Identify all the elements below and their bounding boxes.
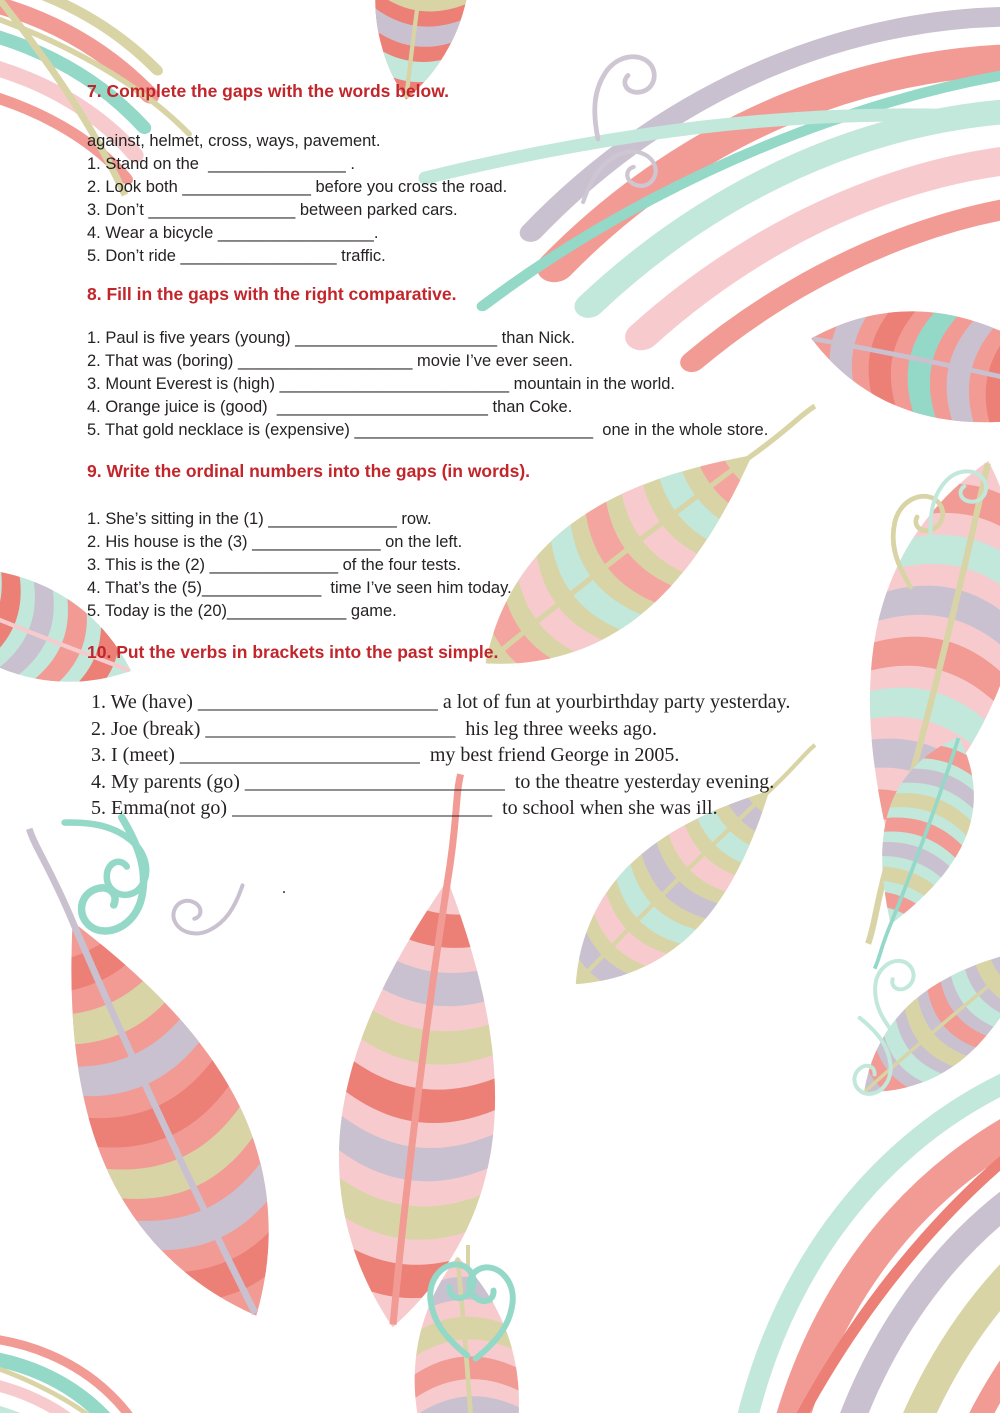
exercise-section-7 [87, 80, 982, 268]
fill-gap-item[interactable]: 3. Don’t ________________ between parked cars. [87, 201, 458, 219]
fill-gap-item[interactable]: 1. Paul is five years (young) ______________________ than Nick. [87, 329, 576, 347]
section-7-heading: 7. Complete the gaps with the words below. [87, 81, 450, 101]
exercise-section-8 [87, 283, 982, 442]
fill-gap-item[interactable]: 4. That’s the (5)_____________ time I’ve seen him today. [87, 579, 512, 597]
fill-gap-item[interactable]: 4. Orange juice is (good) _______________________ than Coke. [87, 398, 573, 416]
fill-gap-item[interactable]: 3. I (meet) ________________________ my best friend George in 2005. [91, 744, 680, 766]
fill-gap-item[interactable]: 1. We (have) ________________________ a lot of fun at yourbirthday party yesterday. [91, 691, 791, 713]
stray-period-mark: . [282, 880, 286, 897]
fill-gap-item[interactable]: 1. Stand on the _______________ . [87, 155, 355, 173]
fill-gap-item[interactable]: 5. That gold necklace is (expensive) __________________________ one in the whole store. [87, 421, 769, 439]
fill-gap-item[interactable]: 3. Mount Everest is (high) _________________________ mountain in the world. [87, 375, 675, 393]
word-bank: against, helmet, cross, ways, pavement. [87, 132, 381, 150]
exercise-section-9 [87, 460, 982, 623]
fill-gap-item[interactable]: 5. Today is the (20)_____________ game. [87, 602, 397, 620]
fill-gap-item[interactable]: 4. Wear a bicycle _________________. [87, 224, 379, 242]
exercise-section-10 [87, 641, 982, 822]
fill-gap-item[interactable]: 2. Look both ______________ before you cross the road. [87, 178, 508, 196]
fill-gap-item[interactable]: 1. She’s sitting in the (1) ______________ row. [87, 510, 432, 528]
fill-gap-item[interactable]: 2. His house is the (3) ______________ on the left. [87, 533, 463, 551]
fill-gap-item[interactable]: 4. My parents (go) __________________________ to the theatre yesterday evening. [91, 770, 775, 793]
section-10-heading: 10. Put the verbs in brackets into the past simple. [87, 642, 499, 662]
fill-gap-item[interactable]: 5. Emma(not go) __________________________ to school when she was ill. [91, 797, 718, 819]
fill-gap-item[interactable]: 2. That was (boring) ___________________ movie I’ve ever seen. [87, 352, 573, 370]
section-9-heading: 9. Write the ordinal numbers into the gaps (in words). [87, 461, 531, 481]
section-8-heading: 8. Fill in the gaps with the right comparative. [87, 284, 457, 304]
fill-gap-item[interactable]: 2. Joe (break) _________________________ his leg three weeks ago. [91, 717, 657, 740]
fill-gap-item[interactable]: 5. Don’t ride _________________ traffic. [87, 247, 386, 265]
fill-gap-item[interactable]: 3. This is the (2) ______________ of the four tests. [87, 556, 461, 574]
